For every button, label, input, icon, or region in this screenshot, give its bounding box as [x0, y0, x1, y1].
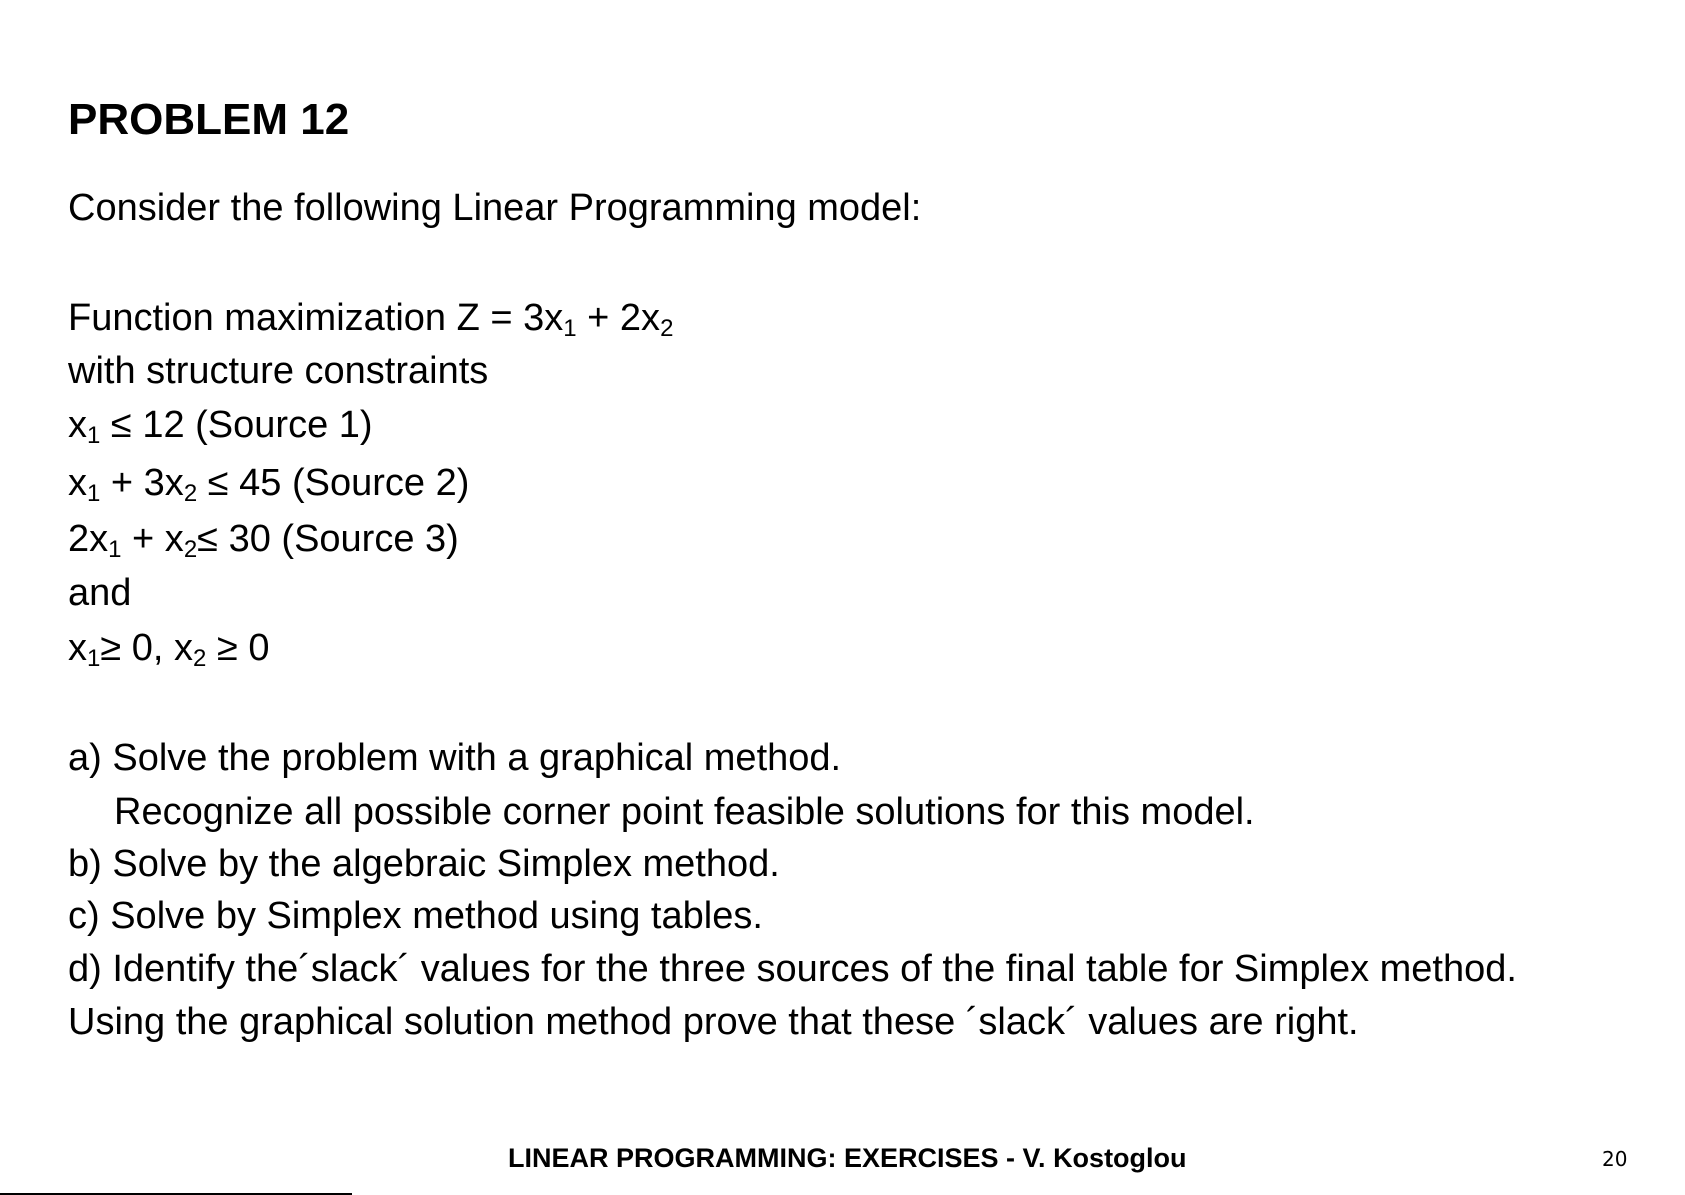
- constraint-source-1: [68, 401, 373, 449]
- objective-part: Function maximization Z = 3x: [68, 297, 564, 339]
- question-c: c) Solve by Simplex method using tables.: [68, 895, 763, 937]
- intro-text: Consider the following Linear Programming model:: [68, 187, 922, 229]
- objective-part: + 2x: [576, 297, 661, 339]
- subscript: 1: [108, 536, 122, 563]
- subscript: 2: [193, 645, 207, 672]
- constraint-source-3: [68, 515, 459, 563]
- and-text: and: [68, 572, 132, 614]
- nonnegativity-constraint: [68, 624, 270, 672]
- constraint-part: ≤ 12 (Source 1): [100, 404, 373, 446]
- constraint-part: x: [68, 404, 87, 446]
- question-d: d) Identify the´slack´ values for the three sources of the final table for Simplex method.: [68, 948, 1517, 990]
- objective-function: [68, 294, 673, 342]
- subscript: 2: [660, 315, 674, 342]
- subscript: 1: [87, 645, 101, 672]
- question-a-continued: Recognize all possible corner point feasible solutions for this model.: [114, 791, 1255, 833]
- subscript: 2: [183, 480, 198, 507]
- constraint-part: 2x: [68, 518, 109, 560]
- question-d-continued: Using the graphical solution method prove that these ´slack´ values are right.: [68, 1001, 1359, 1043]
- constraint-source-2: [68, 459, 469, 507]
- constraints-heading: with structure constraints: [68, 350, 489, 392]
- problem-title: PROBLEM 12: [68, 95, 350, 144]
- constraint-part: ≥ 0, x: [100, 627, 194, 669]
- footer-course-title: LINEAR PROGRAMMING: EXERCISES - V. Kostoglou: [508, 1143, 1187, 1173]
- constraint-part: x: [68, 462, 87, 504]
- page-number: 20: [1602, 1147, 1628, 1171]
- question-a: a) Solve the problem with a graphical method.: [68, 737, 842, 779]
- constraint-part: ≤ 30 (Source 3): [197, 518, 459, 560]
- subscript: 1: [563, 315, 577, 342]
- constraint-part: + 3x: [100, 462, 184, 504]
- constraint-part: x: [68, 627, 87, 669]
- constraint-part: + x: [121, 518, 184, 560]
- subscript: 1: [87, 422, 101, 449]
- question-b: b) Solve by the algebraic Simplex method.: [68, 843, 780, 885]
- constraint-part: ≥ 0: [206, 627, 270, 669]
- constraint-part: ≤ 45 (Source 2): [197, 462, 470, 504]
- subscript: 2: [183, 536, 198, 563]
- subscript: 1: [87, 480, 101, 507]
